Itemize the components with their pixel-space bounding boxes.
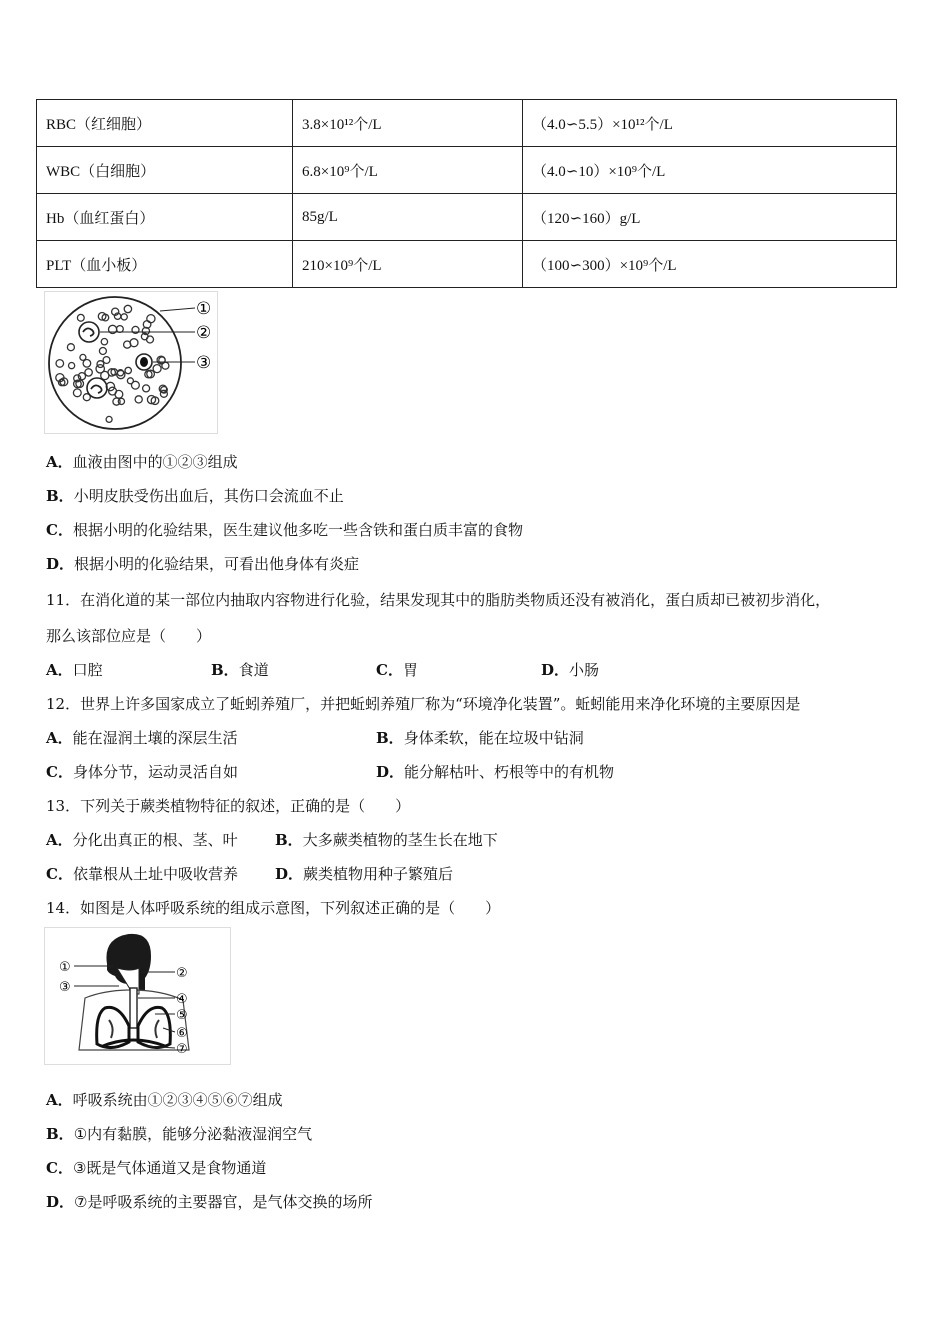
resp-label-3: ③ <box>59 980 71 995</box>
red-blood-cell <box>106 416 112 422</box>
table-row <box>37 100 897 147</box>
q10-option-b <box>46 486 344 506</box>
red-blood-cell <box>96 365 104 373</box>
q13-option-d <box>275 864 453 884</box>
option-letter: D． <box>46 555 75 573</box>
option-text: ③既是气体通道又是食物通道 <box>72 1159 267 1177</box>
q12-option-d <box>376 762 614 782</box>
option-letter: B． <box>376 729 404 747</box>
red-blood-cell <box>117 326 124 333</box>
figure-label-2: ② <box>196 323 212 343</box>
option-text: 小明皮肤受伤出血后，其伤口会流血不止 <box>73 487 344 505</box>
q12-option-a <box>46 728 238 748</box>
red-blood-cell <box>101 339 107 345</box>
option-text: 胃 <box>402 661 418 679</box>
q10-option-a <box>46 452 238 472</box>
table-cell: PLT（血小板） <box>37 241 293 288</box>
option-letter: D． <box>376 763 405 781</box>
red-blood-cell <box>67 344 74 351</box>
option-letter: A． <box>46 1091 73 1109</box>
option-text: 大多蕨类植物的茎生长在地下 <box>302 831 498 849</box>
option-text: 根据小明的化验结果，医生建议他多吃一些含铁和蛋白质丰富的食物 <box>72 521 523 539</box>
option-text: 食道 <box>238 661 269 679</box>
q13-option-a <box>46 830 238 850</box>
red-blood-cell <box>56 360 64 368</box>
option-text: 身体柔软，能在垃圾中钻洞 <box>403 729 584 747</box>
red-blood-cell <box>69 363 75 369</box>
option-letter: B． <box>211 661 239 679</box>
option-letter: B． <box>46 487 74 505</box>
table-cell: （100∽300）×10⁹个/L <box>523 241 897 288</box>
red-blood-cell <box>80 354 86 360</box>
option-letter: C． <box>376 661 403 679</box>
respiratory-diagram <box>45 928 230 1064</box>
resp-label-1: ① <box>59 960 71 975</box>
respiratory-system-figure <box>44 927 231 1065</box>
resp-label-5: ⑤ <box>176 1008 188 1023</box>
q12-option-c <box>46 762 238 782</box>
q13-stem: 13．下列关于蕨类植物特征的叙述，正确的是（ ） <box>46 797 411 815</box>
option-letter: A． <box>46 831 73 849</box>
q12-option-b <box>376 728 584 748</box>
red-blood-cell <box>153 365 161 373</box>
red-blood-cell <box>115 390 123 398</box>
q11-stem-line1: 11．在消化道的某一部位内抽取内容物进行化验，结果发现其中的脂肪类物质还没有被消化，蛋白质却已被初步消化， <box>46 591 831 609</box>
table-cell: 85g/L <box>293 194 523 241</box>
q14-option-a <box>46 1090 283 1110</box>
red-blood-cell <box>127 378 133 384</box>
table-cell: （4.0∽5.5）×10¹²个/L <box>523 100 897 147</box>
option-letter: A． <box>46 661 73 679</box>
red-blood-cell <box>147 315 155 323</box>
option-text: 小肠 <box>569 661 600 679</box>
q14-stem: 14．如图是人体呼吸系统的组成示意图，下列叙述正确的是（ ） <box>46 899 501 917</box>
table-cell: Hb（血红蛋白） <box>37 194 293 241</box>
table-cell: 6.8×10⁹个/L <box>293 147 523 194</box>
option-text: 依靠根从土址中吸收营养 <box>72 865 238 883</box>
option-text: 能在湿润土壤的深层生活 <box>72 729 238 747</box>
red-blood-cell <box>125 367 131 373</box>
figure-label-1: ① <box>196 299 212 319</box>
option-text: 血液由图中的①②③组成 <box>72 453 238 471</box>
q14-option-d <box>46 1192 372 1212</box>
option-text: 呼吸系统由①②③④⑤⑥⑦组成 <box>72 1091 283 1109</box>
red-blood-cell <box>73 389 81 397</box>
table-cell: （4.0∽10）×10⁹个/L <box>523 147 897 194</box>
red-blood-cell <box>135 396 142 403</box>
option-text: 分化出真正的根、茎、叶 <box>72 831 238 849</box>
q12-stem: 12．世界上许多国家成立了蚯蚓养殖厂，并把蚯蚓养殖厂称为“环境净化装置”。蚯蚓能用来净化环境的主要原因是 <box>46 695 801 713</box>
q14-option-c <box>46 1158 266 1178</box>
figure-label-3: ③ <box>196 353 212 373</box>
resp-label-6: ⑥ <box>176 1026 188 1041</box>
table-cell: 210×10⁹个/L <box>293 241 523 288</box>
option-text: 口腔 <box>72 661 103 679</box>
q10-option-d <box>46 554 359 574</box>
table-cell: （120∽160）g/L <box>523 194 897 241</box>
blood-test-table <box>36 99 897 288</box>
option-text: 能分解枯叶、朽根等中的有机物 <box>404 763 615 781</box>
q11-stem-line2: 那么该部位应是（ ） <box>46 627 212 645</box>
option-letter: D． <box>46 1193 75 1211</box>
option-letter: A． <box>46 453 73 471</box>
red-blood-cell <box>121 314 127 320</box>
option-letter: D． <box>275 865 304 883</box>
option-letter: C． <box>46 1159 73 1177</box>
red-blood-cell <box>99 348 106 355</box>
red-blood-cell <box>118 398 124 404</box>
table-row <box>37 194 897 241</box>
table-cell: 3.8×10¹²个/L <box>293 100 523 147</box>
red-blood-cell <box>160 390 167 397</box>
table-cell: RBC（红细胞） <box>37 100 293 147</box>
option-text: 蕨类植物用种子繁殖后 <box>303 865 454 883</box>
option-text: 身体分节，运动灵活自如 <box>72 763 238 781</box>
table-row <box>37 147 897 194</box>
red-blood-cell <box>85 369 92 376</box>
option-letter: B． <box>275 831 303 849</box>
option-letter: C． <box>46 521 73 539</box>
option-text: ⑦是呼吸系统的主要器官，是气体交换的场所 <box>74 1193 373 1211</box>
q13-option-b <box>275 830 498 850</box>
option-letter: C． <box>46 763 73 781</box>
red-blood-cell <box>124 305 131 312</box>
red-blood-cell <box>124 341 131 348</box>
option-text: ①内有黏膜，能够分泌黏液湿润空气 <box>73 1125 313 1143</box>
q11-option-b <box>211 660 269 680</box>
table-cell: WBC（白细胞） <box>37 147 293 194</box>
red-blood-cell <box>77 314 84 321</box>
option-letter: B． <box>46 1125 74 1143</box>
option-letter: D． <box>541 661 570 679</box>
red-blood-cell <box>147 336 154 343</box>
red-blood-cell <box>143 385 150 392</box>
blood-smear-drawing <box>45 292 217 433</box>
q11-option-d <box>541 660 599 680</box>
option-letter: A． <box>46 729 73 747</box>
option-letter: C． <box>46 865 73 883</box>
blood-smear-figure <box>44 291 218 434</box>
q11-option-c <box>376 660 418 680</box>
q11-option-a <box>46 660 103 680</box>
resp-label-7: ⑦ <box>176 1042 188 1057</box>
q13-option-c <box>46 864 238 884</box>
option-text: 根据小明的化验结果，可看出他身体有炎症 <box>74 555 360 573</box>
table-row <box>37 241 897 288</box>
q14-option-b <box>46 1124 312 1144</box>
q10-option-c <box>46 520 523 540</box>
resp-label-4: ④ <box>176 992 188 1007</box>
resp-label-2: ② <box>176 966 188 981</box>
red-blood-cell <box>103 357 110 364</box>
